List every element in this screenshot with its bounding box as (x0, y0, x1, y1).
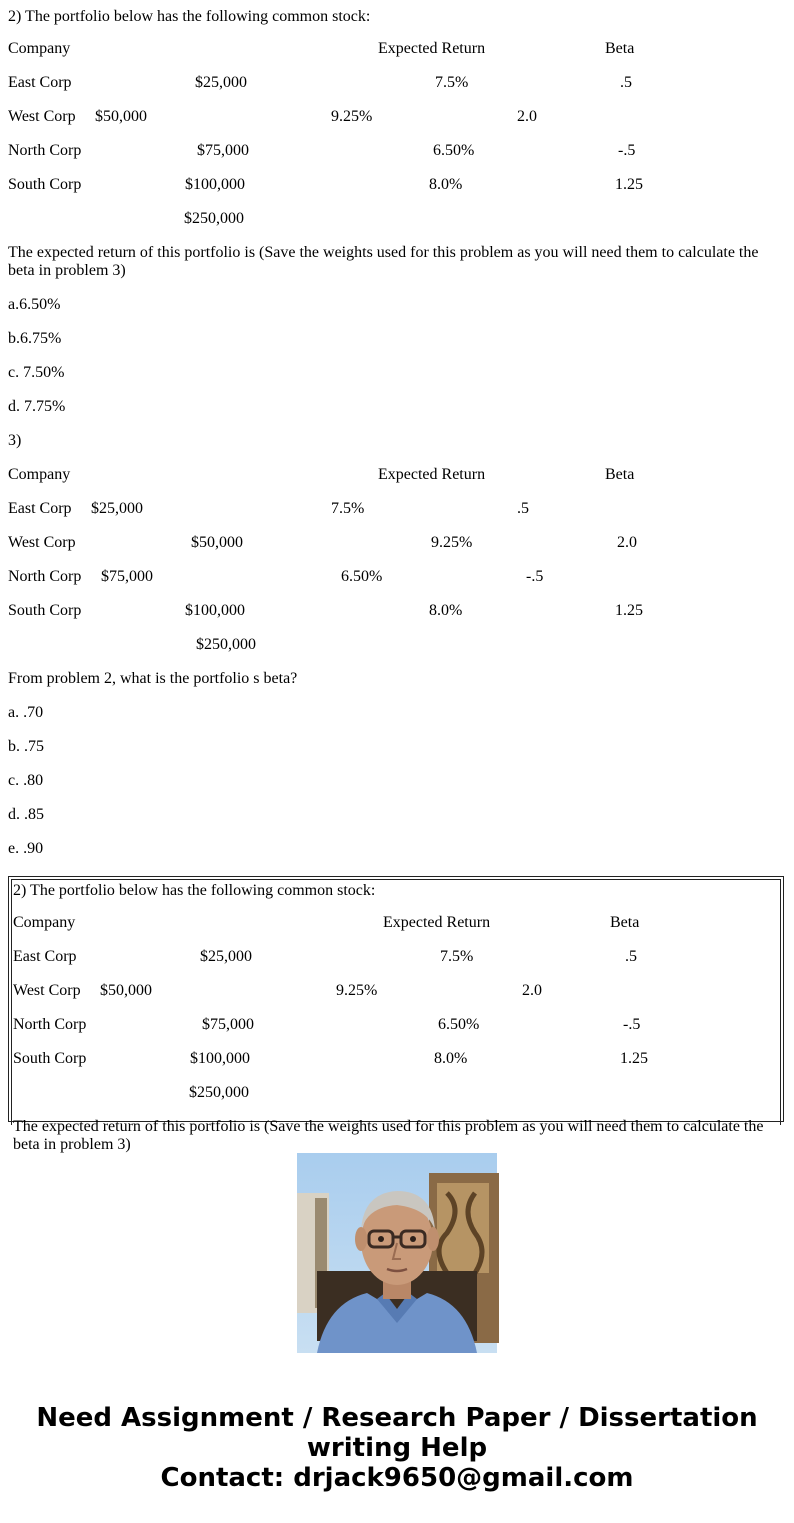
expected-return: 7.5% (435, 74, 469, 91)
beta: -.5 (623, 1016, 641, 1033)
company-name: East Corp (8, 74, 72, 91)
q3-question: From problem 2, what is the portfolio s beta? (8, 670, 298, 687)
amount: $75,000 (197, 142, 249, 159)
beta: -.5 (618, 142, 636, 159)
q2-row (8, 100, 788, 134)
q2-option-b: b.6.75% (8, 330, 62, 347)
preview-row (13, 1042, 793, 1076)
q2-row (8, 134, 788, 168)
q3-col-company: Company (8, 466, 71, 483)
company-name: South Corp (13, 1050, 87, 1067)
expected-return: 9.25% (331, 108, 373, 125)
preview-col-return: Expected Return (383, 914, 491, 931)
company-name: East Corp (13, 948, 77, 965)
expected-return: 7.5% (331, 500, 365, 517)
q3-row (8, 560, 788, 594)
preview-col-company: Company (13, 914, 76, 931)
amount: $25,000 (195, 74, 247, 91)
q2-col-company: Company (8, 40, 71, 57)
beta: .5 (620, 74, 632, 91)
beta: 1.25 (620, 1050, 648, 1067)
beta: 1.25 (615, 602, 643, 619)
company-name: South Corp (8, 176, 82, 193)
promo-banner (0, 1403, 794, 1493)
company-name: West Corp (8, 108, 76, 125)
expected-return: 9.25% (336, 982, 378, 999)
promo-line-2: writing Help (306, 1433, 488, 1463)
preview-col-beta: Beta (610, 914, 640, 931)
embedded-preview-frame (8, 876, 784, 1153)
q2-row (8, 66, 788, 100)
author-avatar (297, 1153, 497, 1353)
preview-heading: 2) The portfolio below has the following common stock: (13, 882, 376, 899)
q2-col-beta: Beta (605, 40, 635, 57)
expected-return: 6.50% (341, 568, 383, 585)
q2-question: The expected return of this portfolio is (Save the weights used for this problem as you will need them to calculate the beta in problem 3) (8, 244, 759, 279)
q2-option-c: c. 7.50% (8, 364, 65, 381)
preview-total: $250,000 (189, 1084, 249, 1101)
beta: 1.25 (615, 176, 643, 193)
company-name: North Corp (13, 1016, 87, 1033)
preview-row (13, 1008, 793, 1042)
expected-return: 8.0% (429, 176, 463, 193)
expected-return: 6.50% (433, 142, 475, 159)
q3-option-d: d. .85 (8, 806, 44, 823)
amount: $100,000 (190, 1050, 250, 1067)
amount: $50,000 (100, 982, 152, 999)
q3-heading: 3) (8, 432, 22, 449)
amount: $25,000 (200, 948, 252, 965)
author-portrait-image (297, 1153, 497, 1353)
company-name: West Corp (13, 982, 81, 999)
q2-option-d: d. 7.75% (8, 398, 66, 415)
q3-option-a: a. .70 (8, 704, 44, 721)
beta: -.5 (526, 568, 544, 585)
expected-return: 8.0% (434, 1050, 468, 1067)
q3-row (8, 526, 788, 560)
q3-row (8, 492, 788, 526)
amount: $50,000 (95, 108, 147, 125)
expected-return: 9.25% (431, 534, 473, 551)
expected-return: 7.5% (440, 948, 474, 965)
q3-option-b: b. .75 (8, 738, 44, 755)
preview-row (13, 974, 793, 1008)
q2-col-return: Expected Return (378, 40, 486, 57)
company-name: West Corp (8, 534, 76, 551)
q2-option-a: a.6.50% (8, 296, 61, 313)
expected-return: 6.50% (438, 1016, 480, 1033)
q3-row (8, 594, 788, 628)
beta: .5 (625, 948, 637, 965)
document-body (8, 0, 788, 866)
q3-col-beta: Beta (605, 466, 635, 483)
q2-total: $250,000 (184, 210, 244, 227)
expected-return: 8.0% (429, 602, 463, 619)
amount: $50,000 (191, 534, 243, 551)
q3-col-return: Expected Return (378, 466, 486, 483)
amount: $25,000 (91, 500, 143, 517)
q3-total: $250,000 (196, 636, 256, 653)
q3-option-c: c. .80 (8, 772, 44, 789)
amount: $75,000 (101, 568, 153, 585)
company-name: East Corp (8, 500, 72, 517)
amount: $75,000 (202, 1016, 254, 1033)
promo-line-1: Need Assignment / Research Paper / Dissertation (36, 1403, 758, 1433)
company-name: North Corp (8, 568, 82, 585)
company-name: South Corp (8, 602, 82, 619)
preview-row (13, 940, 793, 974)
embedded-preview-inner-frame (11, 879, 781, 1153)
promo-contact: Contact: drjack9650@gmail.com (160, 1463, 634, 1493)
preview-question-truncated: The expected return of this portfolio is (Save the weights used for this problem as you will need them to calculate the beta in problem 3) (13, 1118, 764, 1153)
q2-row (8, 168, 788, 202)
embedded-preview-content (13, 874, 793, 1162)
amount: $100,000 (185, 602, 245, 619)
q3-option-e: e. .90 (8, 840, 44, 857)
amount: $100,000 (185, 176, 245, 193)
beta: 2.0 (617, 534, 637, 551)
beta: 2.0 (517, 108, 537, 125)
q2-heading: 2) The portfolio below has the following common stock: (8, 8, 371, 25)
beta: 2.0 (522, 982, 542, 999)
company-name: North Corp (8, 142, 82, 159)
beta: .5 (517, 500, 529, 517)
